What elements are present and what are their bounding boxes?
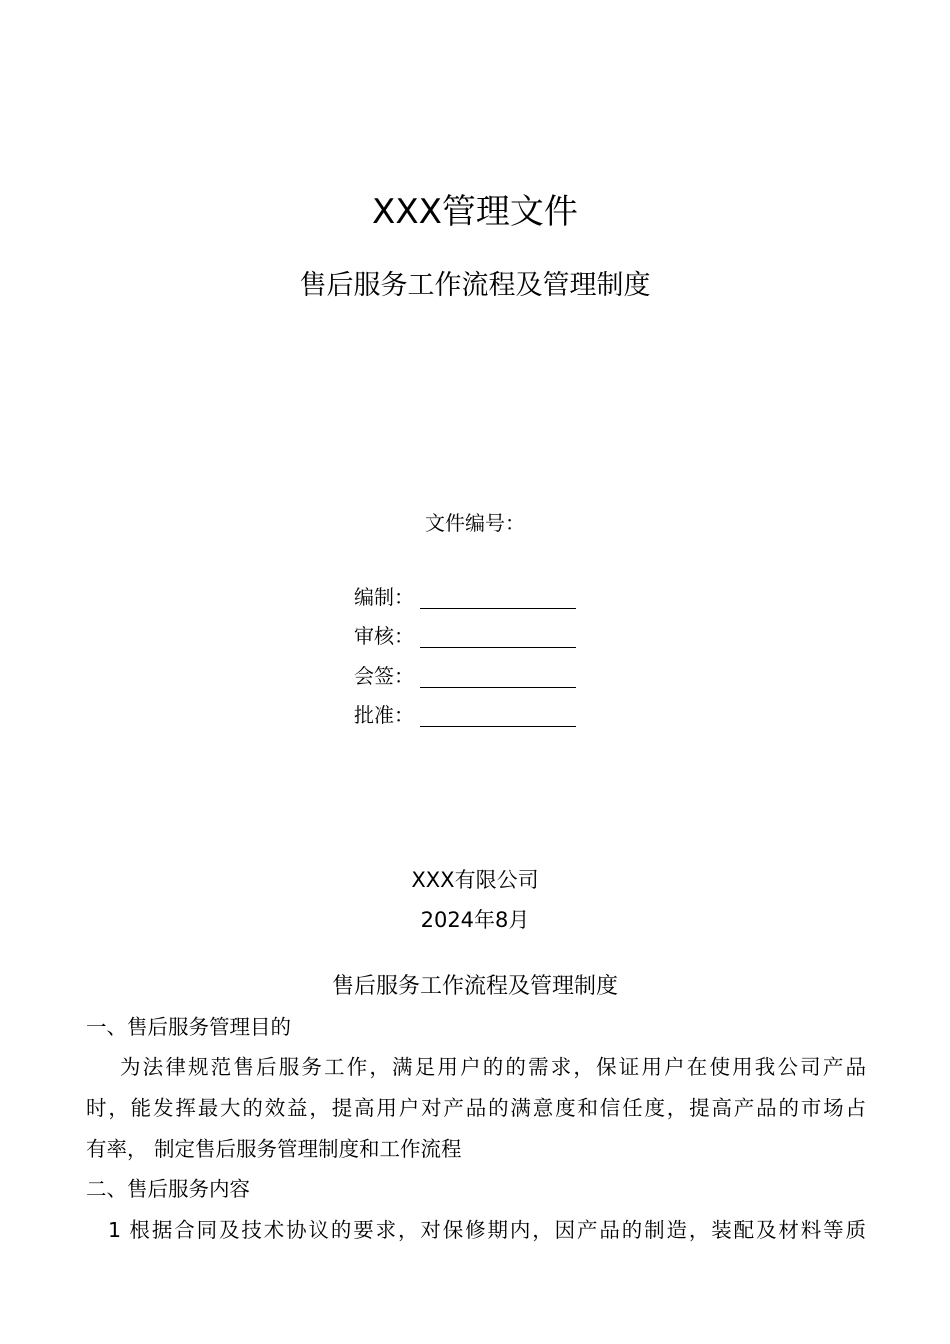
- signoff-row-countersign: [354, 661, 576, 691]
- signoff-label: 批准：: [354, 703, 414, 727]
- list-item: 1 根据合同及技术协议的要求，对保修期内，因产品的制造，装配及材料等质: [108, 1218, 866, 1242]
- signature-line: [420, 726, 576, 727]
- signature-line: [420, 608, 576, 609]
- paragraph-line: 为法律规范售后服务工作，满足用户的的需求，保证用户在使用我公司产品: [120, 1055, 866, 1079]
- signoff-row-approve: [354, 700, 576, 730]
- file-number-label: 文件编号：: [425, 511, 525, 535]
- body-title: 售后服务工作流程及管理制度: [331, 974, 618, 999]
- signoff-label: 编制：: [354, 585, 414, 609]
- document-title: XXX管理文件: [372, 192, 578, 232]
- section-heading: 一、售后服务管理目的: [86, 1015, 291, 1039]
- signoff-label: 审核：: [354, 624, 414, 648]
- document-subtitle: 售后服务工作流程及管理制度: [299, 270, 651, 301]
- signoff-label: 会签：: [354, 664, 414, 688]
- signoff-row-compile: [354, 582, 576, 612]
- signature-line: [420, 647, 576, 648]
- company-name: XXX有限公司: [411, 868, 539, 892]
- signoff-row-review: [354, 621, 576, 651]
- document-date: 2024年8月: [420, 908, 530, 932]
- signature-line: [420, 687, 576, 688]
- paragraph-line: 时，能发挥最大的效益，提高用户对产品的满意度和信任度，提高产品的市场占: [86, 1096, 866, 1120]
- paragraph-line: 有率， 制定售后服务管理制度和工作流程: [86, 1137, 462, 1161]
- section-heading: 二、售后服务内容: [86, 1177, 250, 1201]
